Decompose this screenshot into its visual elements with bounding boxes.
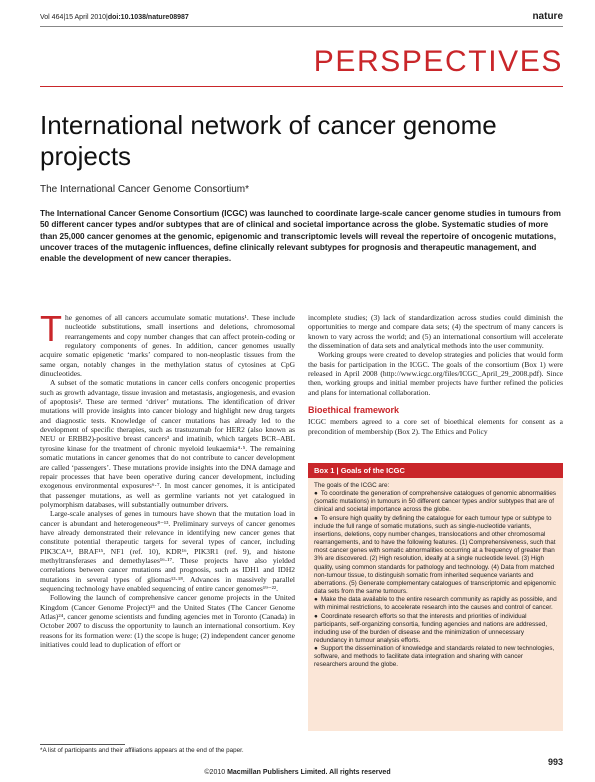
volume-info: Vol 464|15 April 2010| <box>40 14 108 21</box>
box-item <box>314 613 557 646</box>
body-paragraph: ICGC members agreed to a core set of bioethical elements for consent as a precondition of membership (Box 2). The Ethics and Policy <box>308 417 563 436</box>
left-column <box>40 308 295 650</box>
body-paragraph: Working groups were created to develop strategies and policies that would form the basis for participation in the ICGC. The goals of the consortium (Box 1) were released in April 2008 (http://www.icgc.org/files/ICGC_April_29_2008.pdf). Since then, working groups and initial member projects have further refined the policies and plans for international collaboration. <box>308 350 563 397</box>
copyright-text: Macmillan Publishers Limited. All rights reserved <box>227 769 391 776</box>
box-item-text: To ensure high quality by defining the catalogue for each tumour type or subtype to include the full range of somatic mutations, such as single-nucleotide variants, insertions, deletions, copy number changes, translocations and other chromosomal rearrangements, and to have the following features. (1) Comprehensiveness, such that most cancer genes with somatic abnormalities occurring at a frequency of greater than 3% are discovered. (2) High resolution, ideally at a single nucleotide level. (3) High quality, using common standards for pathology and technology. (4) Data from matched non-tumour tissue, to distinguish somatic from inherited sequence variants and aberrations. (5) Generate complementary catalogues of transcriptomic and epigenomic data sets from the same tumours. <box>314 514 556 596</box>
box-item-text: Coordinate research efforts so that the interests and priorities of individual participants, self-organizing consortia, funding agencies and nations are addressed, including use of the burden of disease and the minimization of unnecessary redundancy in tumour analysis efforts. <box>314 612 548 644</box>
bullet-icon: ● <box>314 596 318 604</box>
section-divider <box>40 86 563 87</box>
article-authors[interactable]: The International Cancer Genome Consortium* <box>40 184 249 195</box>
doi-link[interactable]: doi:10.1038/nature08987 <box>107 14 189 21</box>
drop-cap: T <box>40 308 62 349</box>
footnote-divider <box>40 744 125 745</box>
bullet-icon: ● <box>314 645 318 653</box>
box-item <box>314 515 557 597</box>
section-label: PERSPECTIVES <box>313 45 563 78</box>
box-item <box>314 596 557 612</box>
body-paragraph: Large-scale analyses of genes in tumours have shown that the mutation load in cancer is abundant and heterogeneous⁸⁻¹³. Preliminary surveys of cancer genomes have already demonstrated their relevance in identifying new cancer genes that constitute potential therapeutic targets for several types of cancer, including PIK3CA¹⁴, BRAF¹⁵, NF1 (ref. 10), KDR¹⁶, PIK3R1 (ref. 9), and histone methyltransferases and demethylases¹⁶·¹⁷. These projects have also yielded correlations between cancer mutations and prognosis, such as IDH1 and IDH2 mutations in several types of gliomas¹³·¹⁸. Advances in massively parallel sequencing technology have enabled sequencing of entire cancer genomes¹⁹⁻²². <box>40 509 295 593</box>
header-divider <box>40 26 563 27</box>
copyright-line <box>0 769 595 776</box>
body-paragraph: incomplete studies; (3) lack of standardization across studies could diminish the opportunities to merge and compare data sets; (4) the spectrum of many cancers is known to vary across the world; and (5) an international consortium will accelerate the dissemination of data sets and analytical methods into the user community. <box>308 313 563 351</box>
box-intro: The goals of the ICGC are: <box>314 482 390 489</box>
box-item-text: Support the dissemination of knowledge and standards related to new technologies, software, and methods to facilitate data integration and sharing with cancer researchers around the globe. <box>314 645 555 669</box>
box-item-text: To coordinate the generation of comprehensive catalogues of genomic abnormalities (somatic mutations) in tumours in 50 different cancer types and/or subtypes that are of clinical and societal importance across the globe. <box>314 490 557 514</box>
section-heading-bioethical: Bioethical framework <box>308 405 400 416</box>
bullet-icon: ● <box>314 514 318 522</box>
issue-info <box>40 14 189 21</box>
copyright-year: ©2010 <box>204 769 226 776</box>
footnote: *A list of participants and their affiliations appears at the end of the paper. <box>40 747 244 754</box>
box-item <box>314 645 557 669</box>
box-goals <box>308 463 563 731</box>
box-title: Box 1 | Goals of the ICGC <box>308 463 563 478</box>
bullet-icon: ● <box>314 490 318 498</box>
body-paragraph: Following the launch of comprehensive cancer genome projects in the United Kingdom (Cancer Genome Project)²³ and the United States (The Cancer Genome Atlas)²⁴, cancer genome scientists and funding agencies met in Toronto (Canada) in October 2007 to discuss the opportunity to launch an international consortium. Key reasons for its formation were: (1) the scope is huge; (2) independent cancer genome initiatives could lead to duplication of effort or <box>40 593 295 650</box>
article-title: International network of cancer genome projects <box>40 110 497 171</box>
bullet-icon: ● <box>314 612 318 620</box>
page-number: 993 <box>547 757 563 767</box>
box-body <box>308 478 563 670</box>
paragraph-text: he genomes of all cancers accumulate somatic mutations¹. These include nucleotide substitutions, small insertions and deletions, chromosomal rearrangements and copy number changes that can affect protein-coding or regulatory components of genes. In addition, cancer genomes usually acquire somatic epigenetic ‘marks’ compared to non-neoplastic tissues from the same organ, notably changes in the methylation status of cytosines at CpG dinucleotides. <box>40 313 295 379</box>
intro-paragraph <box>40 308 295 379</box>
box-item-text: Make the data available to the entire research community as rapidly as possible, and with minimal restrictions, to accelerate research into the causes and control of cancer. <box>314 596 557 612</box>
box-item <box>314 490 557 514</box>
article-abstract: The International Cancer Genome Consortium (ICGC) was launched to coordinate large-scale cancer genome studies in tumours from 50 different cancer types and/or subtypes that are of clinical and societal importance across the globe. Systematic studies of more than 25,000 cancer genomes at the genomic, epigenomic and transcriptomic levels will reveal the repertoire of oncogenic mutations, uncover traces of the mutagenic influences, define clinically relevant subtypes for prognosis and therapeutic management, and enable the development of new cancer therapies. <box>40 209 561 264</box>
body-paragraph: A subset of the somatic mutations in cancer cells confers oncogenic properties such as growth advantage, tissue invasion and metastasis, angiogenesis, and evasion of apoptosis². These are termed ‘driver’ mutations. The identification of driver mutations will provide insights into cancer biology and highlight new drug targets and diagnostic tests. Knowledge of cancer mutations has already led to the development of specific therapies, such as trastuzumab for HER2 (also known as NEU or ERBB2)-positive breast cancers³ and imatinib, which targets BCR–ABL tyrosine kinase for the treatment of chronic myeloid leukaemia⁴·⁵. The remaining somatic mutations in cancer genomes that do not contribute to cancer development are called ‘passengers’. These mutations provide insights into the DNA damage and repair processes that have been operative during cancer development, including exogenous environmental exposures⁶·⁷. In most cancer genomes, it is anticipated that passenger mutations, as well as germline variants not yet catalogued in polymorphism databases, will substantially outnumber drivers. <box>40 378 295 509</box>
journal-name: nature <box>532 11 563 22</box>
right-column <box>308 313 563 436</box>
